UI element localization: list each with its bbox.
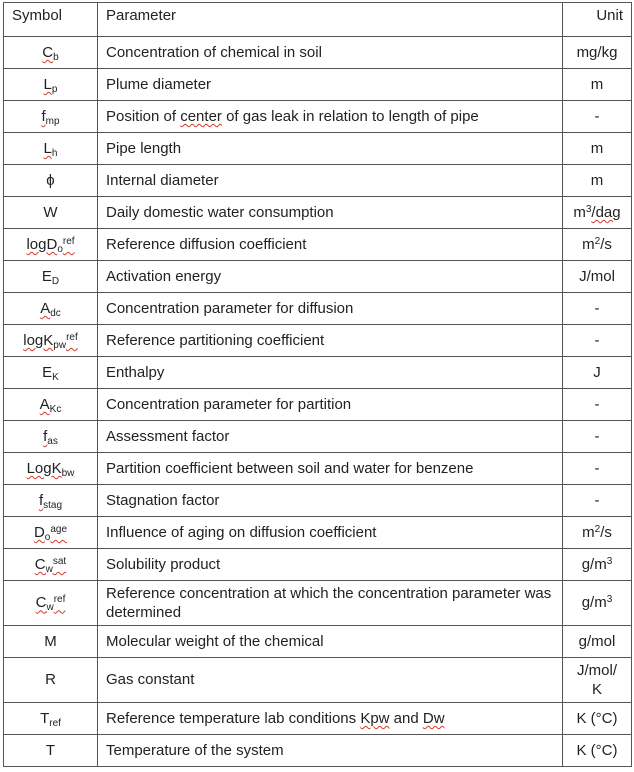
symbol-text: $A_{dc}$ — [40, 299, 61, 319]
header-row — [4, 3, 632, 37]
parameter-cell: Enthalpy — [98, 357, 563, 389]
table-row — [4, 69, 632, 101]
symbol-cell — [4, 37, 98, 69]
unit-cell: - — [563, 389, 632, 421]
unit-cell: mg/kg — [563, 37, 632, 69]
table-row — [4, 453, 632, 485]
header-parameter: Parameter — [98, 3, 563, 37]
parameter-cell: Stagnation factor — [98, 485, 563, 517]
table-row — [4, 133, 632, 165]
symbol-cell — [4, 626, 98, 658]
parameter-cell: Concentration of chemical in soil — [98, 37, 563, 69]
table-row — [4, 357, 632, 389]
parameter-cell: Molecular weight of the chemical — [98, 626, 563, 658]
unit-cell: - — [563, 325, 632, 357]
unit-cell: - — [563, 485, 632, 517]
symbol-text: LogK$_{bw}$ — [26, 459, 75, 479]
header-unit: Unit — [563, 3, 632, 37]
unit-cell: $g/m^3$ — [563, 581, 632, 626]
unit-cell: J/mol/ K — [563, 658, 632, 703]
parameter-cell: Reference temperature lab conditions Kpw and Dw — [98, 703, 563, 735]
table-row — [4, 261, 632, 293]
symbol-cell — [4, 357, 98, 389]
table-row — [4, 197, 632, 229]
symbol-text: ϕ — [46, 171, 55, 189]
symbol-text: $C_w^{ref}$ — [35, 594, 66, 614]
symbol-cell — [4, 261, 98, 293]
symbol-text: $f_{as}$ — [43, 427, 58, 447]
symbol-cell — [4, 581, 98, 626]
symbol-text: $C_b$ — [42, 43, 59, 63]
table-row — [4, 389, 632, 421]
header-symbol: Symbol — [4, 3, 98, 37]
symbol-cell — [4, 197, 98, 229]
parameter-cell: Concentration parameter for partition — [98, 389, 563, 421]
table-row — [4, 293, 632, 325]
symbol-cell — [4, 421, 98, 453]
table-row — [4, 549, 632, 581]
table-row — [4, 735, 632, 767]
table-row — [4, 229, 632, 261]
symbol-text: T — [45, 741, 56, 759]
symbol-cell — [4, 703, 98, 735]
unit-cell: K (°C) — [563, 735, 632, 767]
table-row — [4, 581, 632, 626]
symbol-cell — [4, 69, 98, 101]
unit-cell: - — [563, 293, 632, 325]
symbol-cell — [4, 165, 98, 197]
unit-cell: - — [563, 421, 632, 453]
symbol-cell — [4, 325, 98, 357]
symbol-text: $L_h$ — [43, 139, 58, 159]
symbol-cell — [4, 133, 98, 165]
symbol-cell — [4, 517, 98, 549]
table-row — [4, 703, 632, 735]
symbol-text: $E_K$ — [42, 363, 59, 383]
symbol-cell — [4, 101, 98, 133]
symbol-cell — [4, 485, 98, 517]
parameter-cell: Pipe length — [98, 133, 563, 165]
parameter-cell: Solubility product — [98, 549, 563, 581]
parameter-cell: Reference concentration at which the concentration parameter was determined — [98, 581, 563, 626]
symbol-cell — [4, 293, 98, 325]
table-row — [4, 658, 632, 703]
symbol-text: $T_{ref}$ — [40, 709, 61, 729]
unit-cell: - — [563, 101, 632, 133]
unit-cell: $m^2/s$ — [563, 517, 632, 549]
table-row — [4, 421, 632, 453]
table-row — [4, 165, 632, 197]
symbol-text: $C_w^{sat}$ — [34, 555, 67, 575]
parameter-cell: Activation energy — [98, 261, 563, 293]
table-row — [4, 101, 632, 133]
parameter-cell: Position of center of gas leak in relation to length of pipe — [98, 101, 563, 133]
symbol-text: logD$_o^{ref}$ — [26, 235, 75, 255]
unit-cell: m — [563, 165, 632, 197]
parameter-table — [3, 2, 632, 767]
unit-cell: J — [563, 357, 632, 389]
parameter-cell: Plume diameter — [98, 69, 563, 101]
unit-cell: g/mol — [563, 626, 632, 658]
unit-cell: J/mol — [563, 261, 632, 293]
parameter-cell: Temperature of the system — [98, 735, 563, 767]
unit-cell: m — [563, 69, 632, 101]
parameter-cell: Assessment factor — [98, 421, 563, 453]
symbol-text: $f_{stag}$ — [38, 491, 63, 511]
table-row — [4, 325, 632, 357]
table-row — [4, 626, 632, 658]
symbol-cell — [4, 389, 98, 421]
symbol-text: $E_D$ — [41, 267, 60, 287]
symbol-text: $A_{Kc}$ — [39, 395, 62, 415]
table-row — [4, 485, 632, 517]
symbol-cell — [4, 658, 98, 703]
symbol-text: $L_p$ — [43, 75, 58, 95]
symbol-text: M — [44, 632, 57, 650]
parameter-cell: Concentration parameter for diffusion — [98, 293, 563, 325]
parameter-cell: Internal diameter — [98, 165, 563, 197]
parameter-cell: Reference partitioning coefficient — [98, 325, 563, 357]
symbol-cell — [4, 549, 98, 581]
unit-cell: $g/m^3$ — [563, 549, 632, 581]
parameter-cell: Reference diffusion coefficient — [98, 229, 563, 261]
unit-cell: K (°C) — [563, 703, 632, 735]
unit-cell: m — [563, 133, 632, 165]
symbol-cell — [4, 453, 98, 485]
symbol-cell — [4, 735, 98, 767]
unit-cell: $m^3$/dag — [563, 197, 632, 229]
parameter-cell: Gas constant — [98, 658, 563, 703]
unit-cell: - — [563, 453, 632, 485]
parameter-cell: Daily domestic water consumption — [98, 197, 563, 229]
symbol-text: logK$_{pw}^{ref}$ — [23, 331, 78, 351]
symbol-text: W — [43, 203, 58, 221]
symbol-text: $D_o^{age}$ — [33, 523, 68, 543]
table-row — [4, 37, 632, 69]
symbol-text: R — [45, 671, 56, 689]
symbol-cell — [4, 229, 98, 261]
symbol-text: $f_{mp}$ — [41, 107, 60, 127]
table-row — [4, 517, 632, 549]
parameter-cell: Influence of aging on diffusion coefficient — [98, 517, 563, 549]
unit-cell: $m^2/s$ — [563, 229, 632, 261]
parameter-cell: Partition coefficient between soil and water for benzene — [98, 453, 563, 485]
